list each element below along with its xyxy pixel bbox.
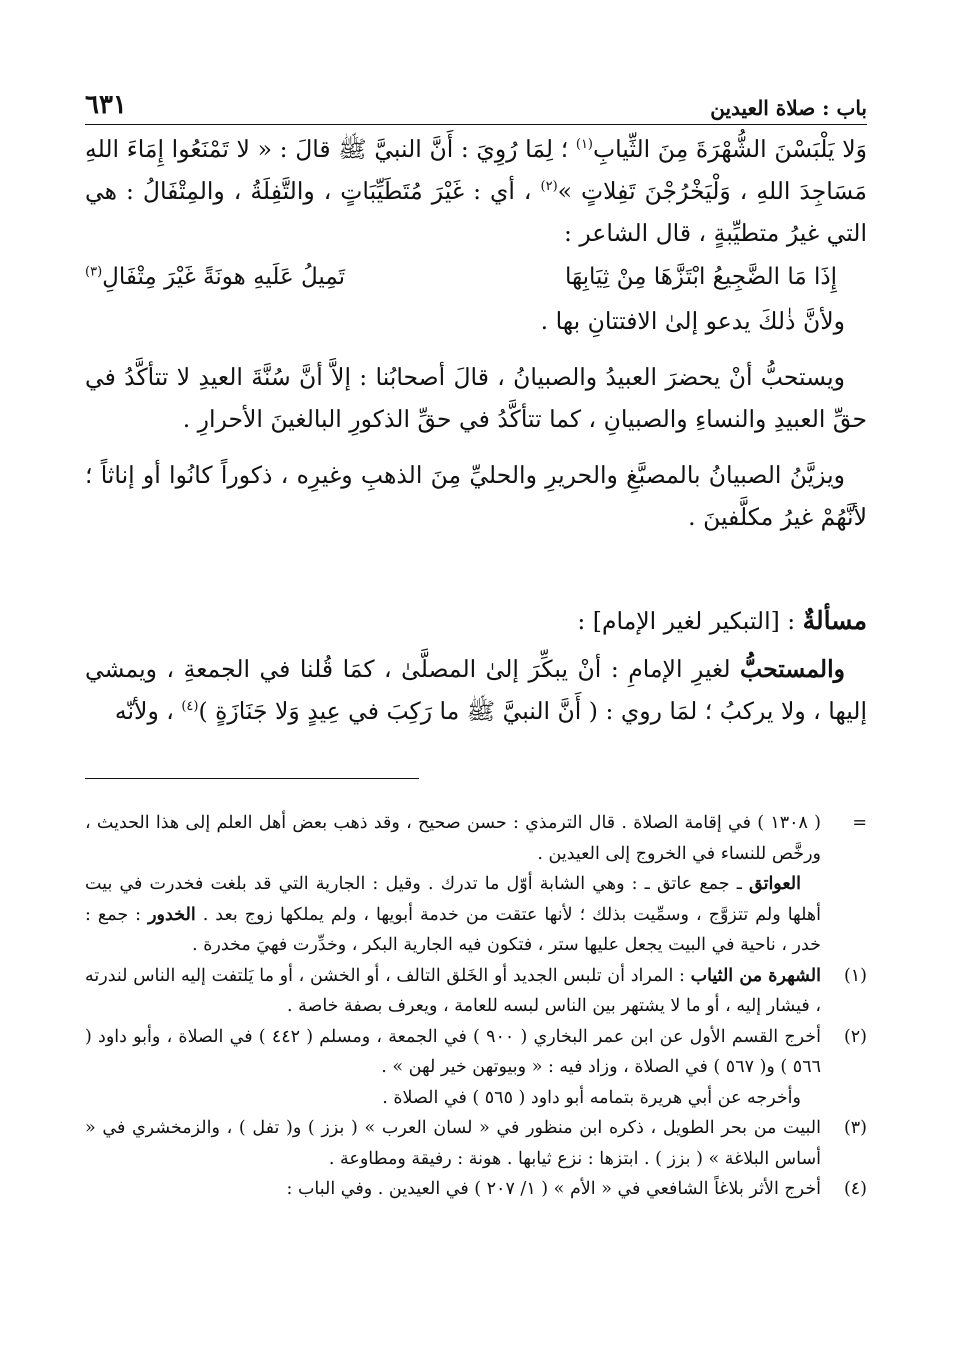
paragraph: ويزيَّنُ الصبيانُ بالمصبَّغِ والحريرِ والحليِّ مِنَ الذهبِ وغيرِه ، ذكوراً كانُوا أو إناثاً ؛ لأنَّهُمْ غيرُ مكلَّفينَ . (85, 461, 867, 531)
footnote-text (85, 808, 821, 961)
footnote-paragraph: وأخرجه عن أبي هريرة بتمامه أبو داود ( ٥٦٥ ) في الصلاة . (382, 1087, 801, 1108)
footnote-text (85, 1174, 821, 1205)
masala-title: : [التبكير لغير الإمام] : (577, 607, 796, 635)
footnote-text (85, 961, 821, 1022)
footnote-paragraph: أخرج القسم الأول عن ابن عمر البخاري ( ٩٠٠ ) في الجمعة ، ومسلم ( ٤٤٢ ) في الصلاة ، وأبو داود ( ٥٦٦ ) و( ٥٦٧ ) في الصلاة ، وزاد فيه : « وبيوتهن خير لهن » . (85, 1026, 821, 1077)
footnote-paragraph: البيت من بحر الطويل ، ذكره ابن منظور في « لسان العرب » ( بزز ) و( تفل ) ، والزمخشري في « أساس البلاغة » ( بزز ) . ابتزها : نزع ثيابها . هونة : رفيقة ومطاوعة . (85, 1118, 821, 1169)
verse-first-hemistich: إِذَا مَا الضَّجِيعُ ابْتَزَّهَا مِنْ ثِيَابِهَا (564, 264, 837, 290)
footnote-paragraph (85, 961, 821, 1022)
footnote-number: (٣) (843, 1118, 867, 1138)
footnote-ref[interactable]: (٣) (85, 264, 103, 280)
footnote-continued (85, 808, 867, 961)
footnote (85, 1022, 867, 1114)
footnote-divider (85, 778, 419, 779)
text-run: ، أي : غَيْرَ مُتَطَيِّبَاتٍ ، والتَّفِلَةُ ، والمِتْفَالُ : هي التي غيرُ متطيِّبةٍ ، قال الشاعر : (85, 177, 867, 247)
paragraph: ولأنَّ ذٰلكَ يدعو إلىٰ الافتتانِ بها . (540, 307, 845, 335)
main-text (85, 128, 867, 732)
footnote-number: (٤) (843, 1179, 867, 1199)
gloss-term: العواتق (748, 874, 801, 894)
gloss-text: : جمع : خدر ، ناحية في البيت يجعل عليها ستر ، فتكون فيه الجارية البكر ، وخدِّرت فهيَ مخدرة . (85, 904, 821, 955)
footnote-ref[interactable]: (٢) (540, 179, 558, 195)
footnote-number: (٢) (843, 1026, 867, 1047)
footnote-ref[interactable]: (٤) (181, 699, 199, 715)
footnote (85, 961, 867, 1022)
gloss-term: الخدور (148, 904, 196, 925)
paragraph: ويستحبُّ أنْ يحضرَ العبيدُ والصبيانُ ، قالَ أصحابُنا : إلاَّ أنَّ سُنَّةَ العيدِ لا تتأكَّدُ في حقِّ العبيدِ والنساءِ والصبيانِ ، كما تتأكَّدُ في حقِّ الذكورِ البالغينَ الأحرارِ . (85, 363, 867, 433)
gloss-text: : المراد أن تلبس الجديد أو الخَلق التالف ، أو الخشن ، أو ما يَلتفت إليه الناس لندرته ، فيشار إليه ، أو ما لا يشتهر بين الناس لبسه للعامة ، ويعرف بصفة خاصة . (85, 965, 821, 1016)
footnote-paragraph: ( ١٣٠٨ ) في إقامة الصلاة . قال الترمذي : حسن صحيح ، وقد ذهب بعض أهل العلم إلى هذا الحديث ، ورخَّص للنساء في الخروج إلى العيدين . (85, 813, 822, 864)
footnote (85, 1174, 867, 1205)
footnote-paragraph: أخرج الأثر بلاغاً الشافعي في « الأم » ( ١/ ٢٠٧ ) في العيدين . وفي الباب : (286, 1179, 821, 1199)
paragraph (85, 128, 867, 254)
text-run: ؛ لِمَا رُوِيَ : أَنَّ النبيَّ ﷺ قالَ : « لا تَمْنَعُوا إِمَاءَ اللهِ مَسَاجِدَ اللهِ ، وَلْيَخْرُجْنَ تَفِلاتٍ » (85, 135, 867, 205)
page-number: ٦٣١ (85, 90, 127, 120)
continuation-mark: = (852, 813, 867, 833)
text-run: ، ولأنّه (114, 697, 174, 725)
spacer (85, 440, 867, 454)
footnote-number: (١) (843, 965, 867, 986)
text-run: وَلا يَلْبَسْنَ الشُّهْرَةَ مِنَ الثِّيابِ (593, 135, 867, 163)
chapter-title: باب : صلاة العيدين (710, 96, 867, 120)
gloss-text: ـ جمع عاتق ـ : وهي الشابة أوّل ما تدرك . وقيل : الجارية التي قد بلغت فخدرت في بيت أهلها ولم تتزوَّج ، وسمِّيت بذلك ؛ لأنها عتقت من خدمة أبويها ، ولم يملكها زوج بعد . (85, 874, 821, 925)
gloss-term: الشهرة من الثياب (690, 965, 821, 986)
spacer (85, 538, 867, 600)
lead-word: والمستحبُّ (740, 655, 845, 683)
footnote-ref[interactable]: (١) (575, 137, 593, 153)
verse-second-hemistich (85, 254, 345, 300)
page-header (85, 86, 867, 125)
footnote-paragraph (85, 869, 821, 961)
masala-word: مسألةٌ (802, 606, 867, 635)
section-heading (85, 600, 867, 642)
footnote-text (85, 1022, 821, 1114)
footnotes (85, 808, 867, 1205)
footnote (85, 1113, 867, 1174)
poetry-verse (85, 254, 867, 300)
paragraph (85, 648, 867, 732)
text-run: لغيرِ الإمامِ : أنْ يبكِّرَ إلىٰ المصلَّىٰ ، كمَا قُلنا في الجمعةِ ، ويمشي إليها ، ولا يركبُ ؛ لمَا روي : ( أَنَّ النبيَّ ﷺ ما رَكِبَ في عِيدٍ وَلا جَنَازَةٍ ) (85, 655, 867, 725)
spacer (85, 342, 867, 356)
footnote-text (85, 1113, 821, 1174)
verse-text: تَمِيلُ عَلَيهِ هونَةً غَيْرَ مِتْفَالِ (102, 264, 346, 290)
